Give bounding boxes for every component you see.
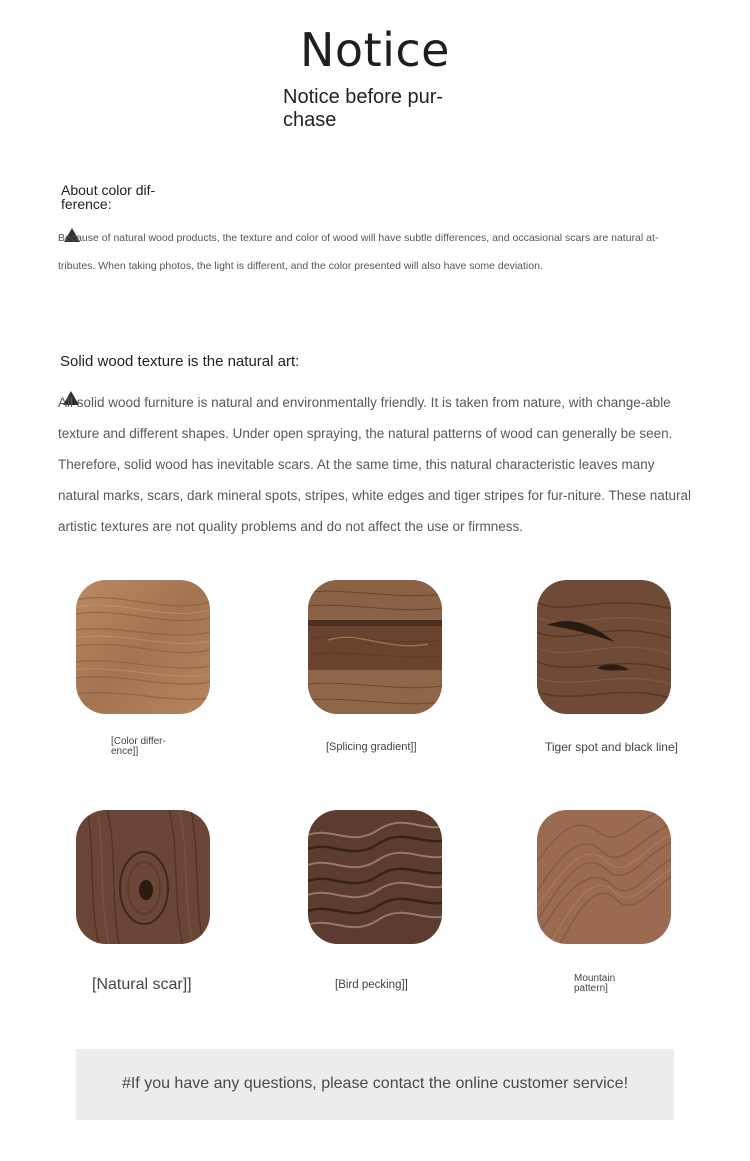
bird-pecking-sample-image: [308, 810, 442, 944]
contact-notice-text: #If you have any questions, please contact the online customer service!: [121, 1075, 629, 1092]
color-difference-sample-image: [76, 580, 210, 714]
color-difference-heading: About color dif-ference:: [61, 182, 156, 212]
page-title: Notice: [300, 23, 450, 77]
mountain-pattern-sample-image: [537, 810, 671, 944]
bird-pecking-caption: [Bird pecking]]: [335, 979, 408, 991]
splicing-gradient-sample-image: [308, 580, 442, 714]
natural-scar-sample-image: [76, 810, 210, 944]
contact-notice-box: [76, 1049, 674, 1120]
color-difference-text: Because of natural wood products, the texture and color of wood will have subtle differences, and occasional scars are natural at-tributes. When taking photos, the light is different, and the color presented will also have some deviation.: [58, 232, 659, 272]
tiger-spot-caption: Tiger spot and black line]: [545, 740, 678, 754]
splicing-gradient-caption: [Splicing gradient]]: [326, 741, 417, 753]
wood-texture-text: All solid wood furniture is natural and environmentally friendly. It is taken from nature, with change-able texture and different shapes. Under open spraying, the natural patterns of wood can generally be seen. Therefore, solid wood has inevitable scars. At the same time, this natural characteristic leaves many natural marks, scars, dark mineral spots, stripes, white edges and tiger stripes for fur-niture. These natural artistic textures are not quality problems and do not affect the use or firmness.: [58, 395, 692, 534]
wood-texture-heading: Solid wood texture is the natural art:: [60, 353, 300, 370]
page-subtitle: Notice before pur-chase: [283, 86, 444, 131]
natural-scar-caption: [Natural scar]]: [92, 976, 192, 993]
color-difference-caption: [Color differ-ence]]: [111, 736, 166, 757]
mountain-pattern-caption: Mountain pattern]: [574, 973, 616, 994]
tiger-spot-sample-image: [537, 580, 671, 714]
